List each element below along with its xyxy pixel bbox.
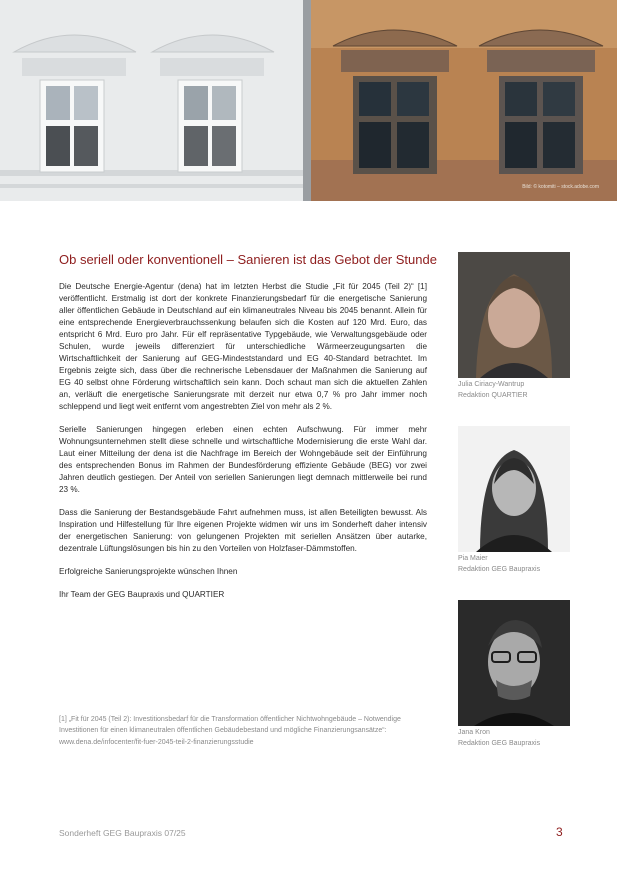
editor-role: Redaktion GEG Baupraxis	[458, 566, 541, 573]
portrait-image	[458, 252, 570, 378]
editor-caption-3	[458, 727, 540, 749]
editor-name: Pia Maier	[458, 555, 488, 562]
page-number: 3	[556, 825, 563, 839]
article-body	[59, 281, 427, 612]
portrait-image	[458, 426, 570, 552]
editor-role: Redaktion QUARTIER	[458, 392, 528, 399]
article-title: Ob seriell oder konventionell – Sanieren ist das Gebot der Stunde	[59, 252, 437, 267]
editor-name: Julia Ciriacy-Wantrup	[458, 381, 525, 388]
image-credit: Bild: © kotomiti – stock.adobe.com	[522, 184, 599, 190]
editor-caption-1	[458, 379, 528, 401]
hero-image-white-facade	[0, 0, 311, 201]
editor-name: Jana Kron	[458, 729, 490, 736]
editor-photo-3	[458, 600, 570, 726]
article-closing-line: Erfolgreiche Sanierungsprojekte wünschen Ihnen	[59, 567, 238, 576]
editor-photo-2	[458, 426, 570, 552]
article-paragraph: Die Deutsche Energie-Agentur (dena) hat im letzten Herbst die Studie „Fit für 2045 (Teil 2)“ [1] veröffentlicht. Erstmalig ist dort der konkrete Finanzierungsbedarf für die energetische Sanierung aller öffentlichen Gebäude in Deutschland auf ein klimaneutrales Niveau bis 2045 benannt. Allein für eine entsprechende Energieverbrauchssenkung belaufen sich die Kosten auf 120 Mrd. Euro, das entspricht 6 Mrd. Euro pro Jahr. Für elf repräsentative Typgebäude, wie Verwaltungsgebäude oder Schulen, wurde jeweils differenziert für unterschiedliche Wärmeerzeugungsarten die Wirtschaftlichkeit der Sanierung auf GEG-Mindeststandard und EG 40-Standard betrachtet. Im Ergebnis zeigte sich, dass über die rechnerische Lebensdauer der Maßnahmen die Sanierung auf EG 40 selbst ohne Förderung wirtschaftlich sein kann. Doch schaut man sich die aktuellen Zahlen an, verläuft die energetische Sanierungsrate mit derzeit nur etwa 0,7 % pro Jahr immer noch schleppend und liegt weit entfernt vom angestrebten Ziel von mehr als 2 %.	[59, 282, 427, 411]
footnote: [1] „Fit für 2045 (Teil 2): Investitionsbedarf für die Transformation öffentlicher Nichtwohngebäude – Notwendige Investitionen für einen klimaneutralen öffentlichen Gebäudebestand und mögliche Finanzierungsansätze“: www.dena.de/infocenter/fit-fuer-2045-teil-2-finanzierungsstudie	[59, 716, 401, 746]
weathered-facade-drawing	[311, 0, 617, 201]
article-signature: Ihr Team der GEG Baupraxis und QUARTIER	[59, 590, 225, 599]
portrait-image	[458, 600, 570, 726]
hero-image-weathered-facade	[311, 0, 617, 201]
article-paragraph: Dass die Sanierung der Bestandsgebäude Fahrt aufnehmen muss, ist allen Beteiligten bewusst. Als Inspiration und Hilfestellung für Ihre eigenen Projekte widmen wir uns im Sonderheft daher intensiv der energetischen Sanierung: von gelungenen Projekten mit seriellen Ansätzen über autarke, dezentrale Lüftungslösungen bis hin zu den Vorteilen von Holzfaser-Dämmstoffen.	[59, 508, 427, 553]
footer-publication: Sonderheft GEG Baupraxis 07/25	[59, 828, 186, 838]
editor-role: Redaktion GEG Baupraxis	[458, 740, 541, 747]
editor-photo-1	[458, 252, 570, 378]
article-paragraph: Serielle Sanierungen hingegen erleben einen echten Aufschwung. Für immer mehr Wohnungsunternehmen stellt diese schnelle und wirtschaftliche Modernisierung die erste Wahl dar. Laut einer Mitteilung der dena ist die Nachfrage im Bereich der Wohngebäude seit der Einführung des entsprechenden Bonus im Rahmen der Bundesförderung effiziente Gebäude (BEG) vor zwei Jahren deutlich gestiegen. Der Anteil von seriellen Sanierungen liegt demnach mittlerweile bei rund 23 %.	[59, 425, 427, 494]
hero-image	[0, 0, 617, 201]
editor-caption-2	[458, 553, 540, 575]
white-facade-drawing	[0, 0, 311, 201]
